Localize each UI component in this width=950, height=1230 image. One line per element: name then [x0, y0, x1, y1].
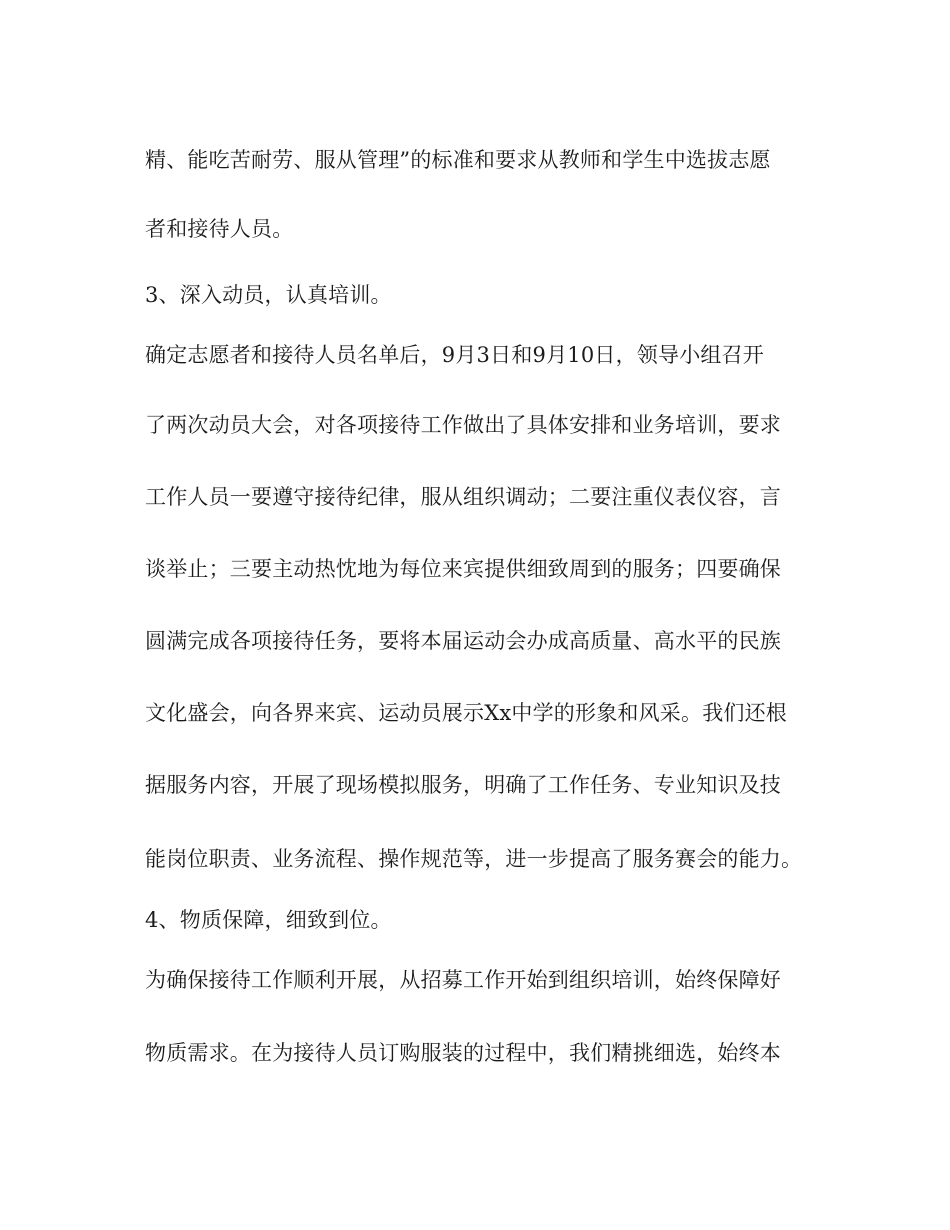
- paragraph-line: 文化盛会，向各界来宾、运动员展示Xx中学的形象和风采。我们还根: [145, 701, 787, 725]
- paragraph-line: 为确保接待工作顺利开展，从招募工作开始到组织培训，始终保障好: [145, 968, 781, 992]
- paragraph-line: 能岗位职责、业务流程、操作规范等，进一步提高了服务赛会的能力。: [145, 847, 803, 871]
- paragraph-line: 据服务内容，开展了现场模拟服务，明确了工作任务、专业知识及技: [145, 773, 781, 797]
- paragraph-line: 者和接待人员。: [145, 217, 294, 241]
- paragraph-line: 精、能吃苦耐劳、服从管理”的标准和要求从教师和学生中选拔志愿: [145, 148, 771, 172]
- paragraph-line: 工作人员一要遵守接待纪律，服从组织调动；二要注重仪表仪容，言: [145, 485, 781, 509]
- paragraph-line: 了两次动员大会，对各项接待工作做出了具体安排和业务培训，要求: [145, 413, 781, 437]
- paragraph-line: 谈举止；三要主动热忱地为每位来宾提供细致周到的服务；四要确保: [145, 557, 781, 581]
- section-heading: 4、物质保障，细致到位。: [145, 908, 392, 932]
- paragraph-line: 物质需求。在为接待人员订购服装的过程中，我们精挑细选，始终本: [145, 1041, 781, 1065]
- paragraph-line: 确定志愿者和接待人员名单后，9月3日和9月10日，领导小组召开: [145, 343, 765, 367]
- section-heading: 3、深入动员，认真培训。: [145, 283, 392, 307]
- paragraph-line: 圆满完成各项接待任务，要将本届运动会办成高质量、高水平的民族: [145, 629, 781, 653]
